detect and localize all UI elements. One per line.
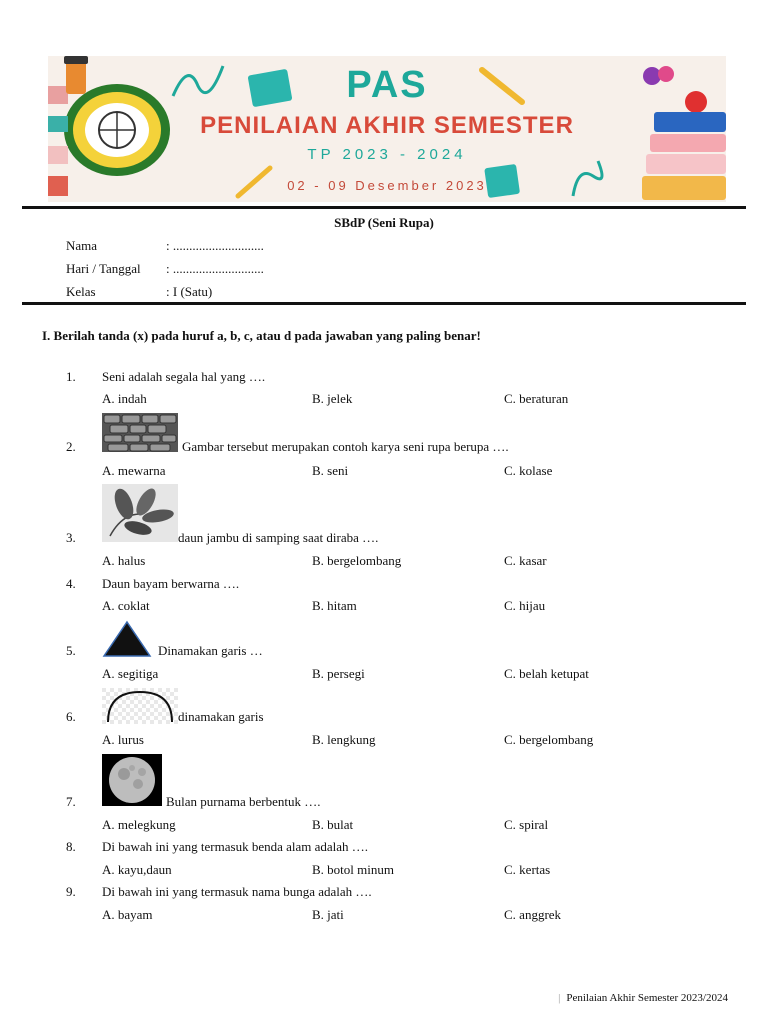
page-footer	[558, 992, 728, 1004]
question-number: 5.	[66, 643, 76, 658]
option-b: B. persegi	[312, 666, 365, 681]
question-text: daun jambu di samping saat diraba ….	[178, 530, 379, 545]
option-c: C. anggrek	[504, 907, 562, 922]
banner-tp: TP 2023 - 2024	[307, 146, 467, 163]
question-text: Dinamakan garis …	[158, 643, 263, 658]
option-a: A. lurus	[102, 732, 144, 747]
full-moon-image-icon	[102, 754, 162, 806]
question-text: Seni adalah segala hal yang ….	[102, 369, 266, 384]
info-label: Nama	[66, 238, 98, 253]
stone-wall-image-icon	[102, 413, 178, 452]
curved-line-image-icon	[102, 688, 178, 724]
question-number: 9.	[66, 884, 76, 899]
option-a: A. bayam	[102, 907, 153, 922]
option-a: A. indah	[102, 391, 147, 406]
info-label: Hari / Tanggal	[66, 261, 141, 276]
question-text: Gambar tersebut merupakan contoh karya seni rupa berupa ….	[182, 439, 509, 454]
option-b: B. lengkung	[312, 732, 376, 747]
option-a: A. segitiga	[102, 666, 159, 681]
divider-bottom	[22, 302, 746, 305]
question-number: 3.	[66, 530, 76, 545]
option-b: B. hitam	[312, 598, 357, 613]
option-a: A. coklat	[102, 598, 150, 613]
option-c: C. kertas	[504, 862, 551, 877]
triangle-image-icon	[102, 620, 152, 658]
info-value: : ............................	[166, 238, 264, 253]
option-a: A. kayu,daun	[102, 862, 172, 877]
divider-top	[22, 206, 746, 209]
instruction: I. Berilah tanda (x) pada huruf a, b, c, atau d pada jawaban yang paling benar!	[42, 328, 481, 343]
leaf-image-icon	[102, 484, 178, 542]
subject-title: SBdP (Seni Rupa)	[334, 215, 434, 230]
question-number: 1.	[66, 369, 76, 384]
option-b: B. bulat	[312, 817, 354, 832]
question-text: Di bawah ini yang termasuk nama bunga adalah ….	[102, 884, 372, 899]
footer-separator: |	[558, 992, 561, 1004]
banner-pas: PAS	[346, 64, 428, 106]
question-number: 6.	[66, 709, 76, 724]
option-c: C. beraturan	[504, 391, 569, 406]
question-text: Daun bayam berwarna ….	[102, 576, 240, 591]
info-row-nama	[66, 238, 264, 254]
option-c: C. hijau	[504, 598, 546, 613]
header-banner	[48, 56, 726, 202]
option-b: B. bergelombang	[312, 553, 402, 568]
question-number: 7.	[66, 794, 76, 809]
option-b: B. jelek	[312, 391, 353, 406]
info-row-kelas	[66, 284, 212, 300]
banner-date: 02 - 09 Desember 2023	[287, 178, 487, 193]
option-c: C. belah ketupat	[504, 666, 589, 681]
question-number: 8.	[66, 839, 76, 854]
option-c: C. kolase	[504, 463, 553, 478]
question-number: 2.	[66, 439, 76, 454]
info-row-hari	[66, 261, 264, 277]
option-b: B. seni	[312, 463, 349, 478]
option-b: B. jati	[312, 907, 344, 922]
option-a: A. melegkung	[102, 817, 176, 832]
question-text: Di bawah ini yang termasuk benda alam adalah ….	[102, 839, 369, 854]
footer-text: Penilaian Akhir Semester 2023/2024	[566, 992, 728, 1004]
option-c: C. kasar	[504, 553, 547, 568]
question-number: 4.	[66, 576, 76, 591]
option-b: B. botol minum	[312, 862, 394, 877]
info-value: : ............................	[166, 261, 264, 276]
info-label: Kelas	[66, 284, 96, 299]
banner-title: PENILAIAN AKHIR SEMESTER	[200, 112, 574, 139]
question-text: dinamakan garis	[178, 709, 264, 724]
info-value: : I (Satu)	[166, 284, 213, 299]
option-a: A. mewarna	[102, 463, 166, 478]
question-text: Bulan purnama berbentuk ….	[166, 794, 321, 809]
option-a: A. halus	[102, 553, 146, 568]
option-c: C. spiral	[504, 817, 549, 832]
option-c: C. bergelombang	[504, 732, 594, 747]
